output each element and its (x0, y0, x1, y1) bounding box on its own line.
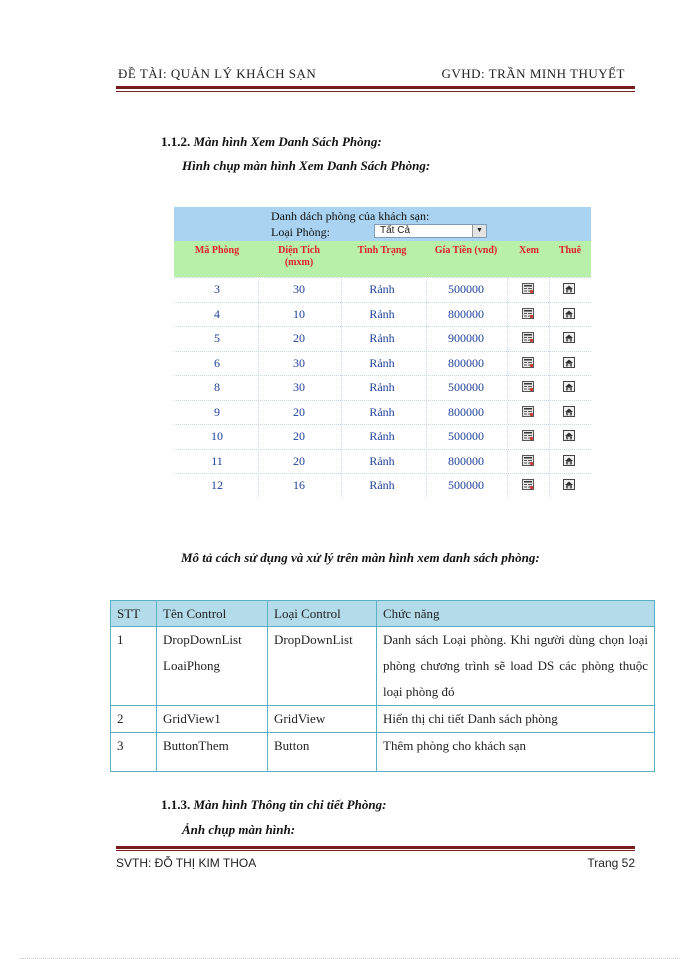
grid-row (174, 400, 591, 425)
section-heading: 1.1.2. Màn hình Xem Danh Sách Phòng: (161, 134, 382, 149)
cell-stt: 3 (111, 733, 157, 772)
cell-room-id: 11 (211, 453, 223, 468)
section-heading-2: 1.1.3. Màn hình Thông tin chi tiết Phòng: (161, 797, 387, 812)
grid-row (174, 302, 591, 327)
col-header-room-id: Mã Phòng (194, 245, 240, 256)
cell-status: Rảnh (369, 306, 395, 321)
rent-room-icon[interactable] (563, 283, 575, 294)
cell-price: 500000 (448, 282, 484, 296)
grid-row (174, 277, 591, 302)
cell-status: Rảnh (369, 429, 395, 443)
description-heading: Mô tả cách sử dụng và xử lý trên màn hình xem danh sách phòng: (181, 550, 540, 565)
th-control-type: Loại Control (268, 601, 377, 627)
rent-room-icon[interactable] (563, 479, 575, 490)
cell-status: Rảnh (369, 404, 395, 419)
cell-stt: 1 (111, 627, 157, 706)
cell-type: GridView (268, 706, 377, 733)
cell-status: Rảnh (369, 282, 395, 296)
view-details-icon[interactable] (522, 283, 534, 294)
th-stt: STT (111, 601, 157, 627)
grid-title-bar (174, 207, 591, 241)
rent-room-icon[interactable] (563, 381, 575, 392)
grid-row (174, 326, 591, 351)
cell-price: 900000 (448, 331, 484, 345)
view-details-icon[interactable] (522, 455, 534, 466)
cell-name: ButtonThem (157, 733, 268, 772)
rent-room-icon[interactable] (563, 332, 575, 343)
view-details-icon[interactable] (522, 479, 534, 490)
table-row (111, 706, 655, 733)
rent-room-icon[interactable] (563, 308, 575, 319)
grid-row (174, 351, 591, 376)
cell-function: Hiển thị chi tiết Danh sách phòng (377, 706, 655, 733)
cell-status: Rảnh (369, 453, 395, 468)
th-function: Chức năng (377, 601, 655, 627)
cell-stt: 2 (111, 706, 157, 733)
cell-room-id: 10 (211, 429, 223, 443)
rent-room-icon[interactable] (563, 406, 575, 417)
cell-price: 500000 (448, 380, 484, 394)
grid-title: Danh dách phòng của khách sạn: (271, 209, 430, 223)
cell-area: 30 (293, 282, 305, 296)
cell-room-id: 6 (214, 355, 220, 370)
cell-price: 800000 (448, 306, 484, 321)
cell-room-id: 12 (211, 478, 223, 492)
cell-function: Thêm phòng cho khách sạn (377, 733, 655, 772)
footer-rule-thin (116, 850, 635, 851)
view-details-icon[interactable] (522, 332, 534, 343)
section-caption: Hình chụp màn hình Xem Danh Sách Phòng: (182, 158, 431, 173)
table-header-row (111, 601, 655, 627)
footer-student: SVTH: ĐỖ THỊ KIM THOA (116, 856, 257, 870)
grid-header (174, 241, 591, 277)
cell-price: 800000 (448, 404, 484, 419)
cell-status: Rảnh (369, 380, 395, 394)
rent-room-icon[interactable] (563, 430, 575, 441)
view-details-icon[interactable] (522, 308, 534, 319)
header-rule (116, 86, 635, 89)
cell-area: 20 (293, 429, 305, 443)
grid-row (174, 375, 591, 400)
cell-area: 16 (293, 478, 305, 492)
cell-name: DropDownList LoaiPhong (157, 627, 268, 706)
cell-name: GridView1 (157, 706, 268, 733)
cell-status: Rảnh (369, 355, 395, 370)
section-caption-2: Ảnh chụp màn hình: (182, 822, 296, 837)
view-details-icon[interactable] (522, 381, 534, 392)
cell-price: 800000 (448, 355, 484, 370)
cell-function: Danh sách Loại phòng. Khi người dùng chọn loại phòng chương trình sẽ load DS các phòng thuộc loại phòng đó (377, 627, 655, 706)
view-details-icon[interactable] (522, 357, 534, 368)
col-header-price: Gía Tiền (vnđ) (434, 245, 498, 256)
cell-price: 800000 (448, 453, 484, 468)
header-topic: ĐỀ TÀI: QUẢN LÝ KHÁCH SẠN (118, 66, 317, 81)
grid-row (174, 473, 591, 498)
cell-type: DropDownList (268, 627, 377, 706)
rent-room-icon[interactable] (563, 455, 575, 466)
header-rule-thin (116, 91, 635, 92)
cell-area: 30 (293, 355, 305, 370)
cell-room-id: 5 (214, 331, 220, 345)
cell-price: 500000 (448, 429, 484, 443)
view-details-icon[interactable] (522, 430, 534, 441)
grid-row (174, 449, 591, 474)
cell-area: 20 (293, 453, 305, 468)
view-details-icon[interactable] (522, 406, 534, 417)
cell-area: 20 (293, 404, 305, 419)
room-type-selected: Tất Cả (380, 225, 411, 236)
col-header-view: Xem (519, 245, 539, 256)
footer-rule (116, 846, 635, 849)
room-type-label: Loại Phòng: (271, 225, 330, 239)
cell-room-id: 3 (214, 282, 220, 296)
col-header-status: Tình Trạng (357, 245, 407, 256)
cell-price: 500000 (448, 478, 484, 492)
cell-room-id: 9 (214, 404, 220, 419)
table-row (111, 627, 655, 706)
col-header-rent: Thuê (558, 245, 582, 256)
cell-room-id: 8 (214, 380, 220, 394)
room-type-dropdown[interactable] (374, 224, 487, 238)
rent-room-icon[interactable] (563, 357, 575, 368)
col-header-area: Diện Tích (mxm) (278, 245, 320, 268)
th-control-name: Tên Control (157, 601, 268, 627)
control-description-table (110, 600, 655, 772)
header-advisor: GVHD: TRẦN MINH THUYẾT (441, 66, 625, 81)
table-row (111, 733, 655, 772)
cell-status: Rảnh (369, 478, 395, 492)
cell-area: 10 (293, 306, 305, 321)
page-number: Trang 52 (587, 856, 635, 870)
page-header (116, 64, 635, 84)
cell-room-id: 4 (214, 306, 220, 321)
room-list-screenshot (174, 207, 591, 498)
cell-area: 20 (293, 331, 305, 345)
grid-row (174, 424, 591, 449)
cell-area: 30 (293, 380, 305, 394)
cell-status: Rảnh (369, 331, 395, 345)
cell-type: Button (268, 733, 377, 772)
chevron-down-icon[interactable]: ▼ (472, 225, 486, 237)
